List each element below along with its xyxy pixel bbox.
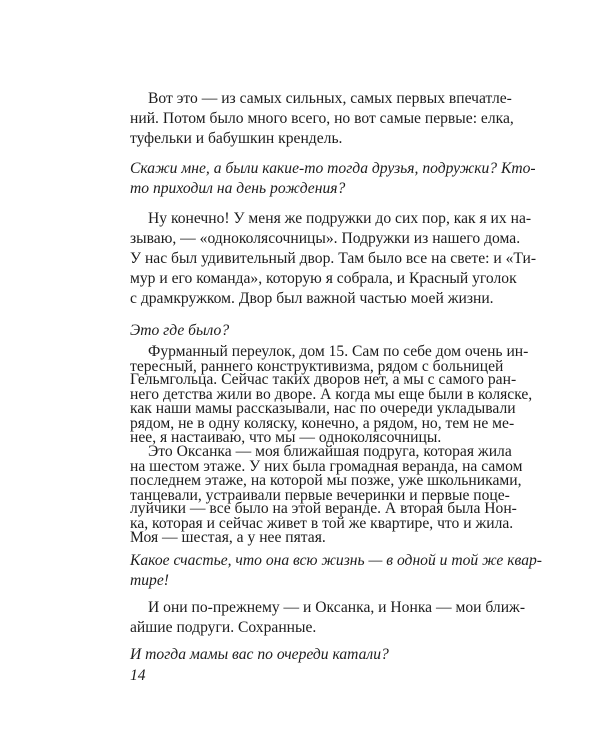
question-line: И тогда мамы вас по очереди катали? (130, 646, 389, 663)
text-line: И они по-прежнему — и Оксанка, и Нонка — мои ближ- (148, 599, 526, 616)
text-line: рядом, не в одну коляску, конечно, а рядом, но, тем не ме- (130, 415, 515, 432)
question-line: Это где было? (130, 322, 230, 339)
question-line: Какое счастье, что она всю жизнь — в одной и той же квар- (130, 552, 542, 569)
text-line: последнем этаже, на которой мы позже, уже школьниками, (130, 472, 522, 489)
text-line: Ну конечно! У меня же подружки до сих пор, как я их на- (148, 210, 532, 227)
text-line: с драмкружком. Двор был важной частью моей жизни. (130, 290, 494, 307)
text-line: айшие подруги. Сохранные. (130, 619, 317, 636)
text-line: нее, я настаиваю, что мы — одноколясочницы. (130, 429, 442, 446)
text-line: него детства жили во дворе. А когда мы еще были в коляске, (130, 386, 533, 403)
text-line: Вот это — из самых сильных, самых первых впечатле- (148, 90, 512, 107)
question-line: Скажи мне, а были какие-то тогда друзья, подружки? Кто- (130, 160, 536, 177)
text-line: зываю, — «одноколясочницы». Подружки из нашего дома. (130, 230, 521, 247)
question-line: тире! (130, 572, 169, 589)
question-line: то приходил на день рождения? (130, 180, 346, 197)
text-line: Моя — шестая, а у нее пятая. (130, 529, 326, 546)
text-line: Это Оксанка — моя ближайшая подруга, которая жила (148, 443, 512, 460)
text-line: Фурманный переулок, дом 15. Сам по себе дом очень ин- (148, 343, 529, 360)
text-line: мур и его команда», которую я собрала, и Красный уголок (130, 270, 517, 287)
text-line: тересный, раннего конструктивизма, рядом с больницей (130, 358, 504, 375)
text-line: ка, которая и сейчас живет в той же квартире, что и жила. (130, 515, 514, 532)
text-line: У нас был удивительный двор. Там было все на свете: и «Ти- (130, 250, 537, 267)
page-number: 14 (130, 667, 146, 684)
text-line: Гельмгольца. Сейчас таких дворов нет, а мы с самого ран- (130, 371, 517, 388)
text-line: как наши мамы рассказывали, нас по очереди укладывали (130, 400, 516, 417)
text-line: туфельки и бабушкин крендель. (130, 130, 343, 147)
text-line: ний. Потом было много всего, но вот самые первые: елка, (130, 110, 514, 127)
text-line: луйчики — все было на этой веранде. А вторая была Нон- (130, 500, 517, 517)
text-line: на шестом этаже. У них была громадная веранда, на самом (130, 458, 523, 475)
text-line: танцевали, устраивали первые вечеринки и первые поце- (130, 487, 510, 504)
